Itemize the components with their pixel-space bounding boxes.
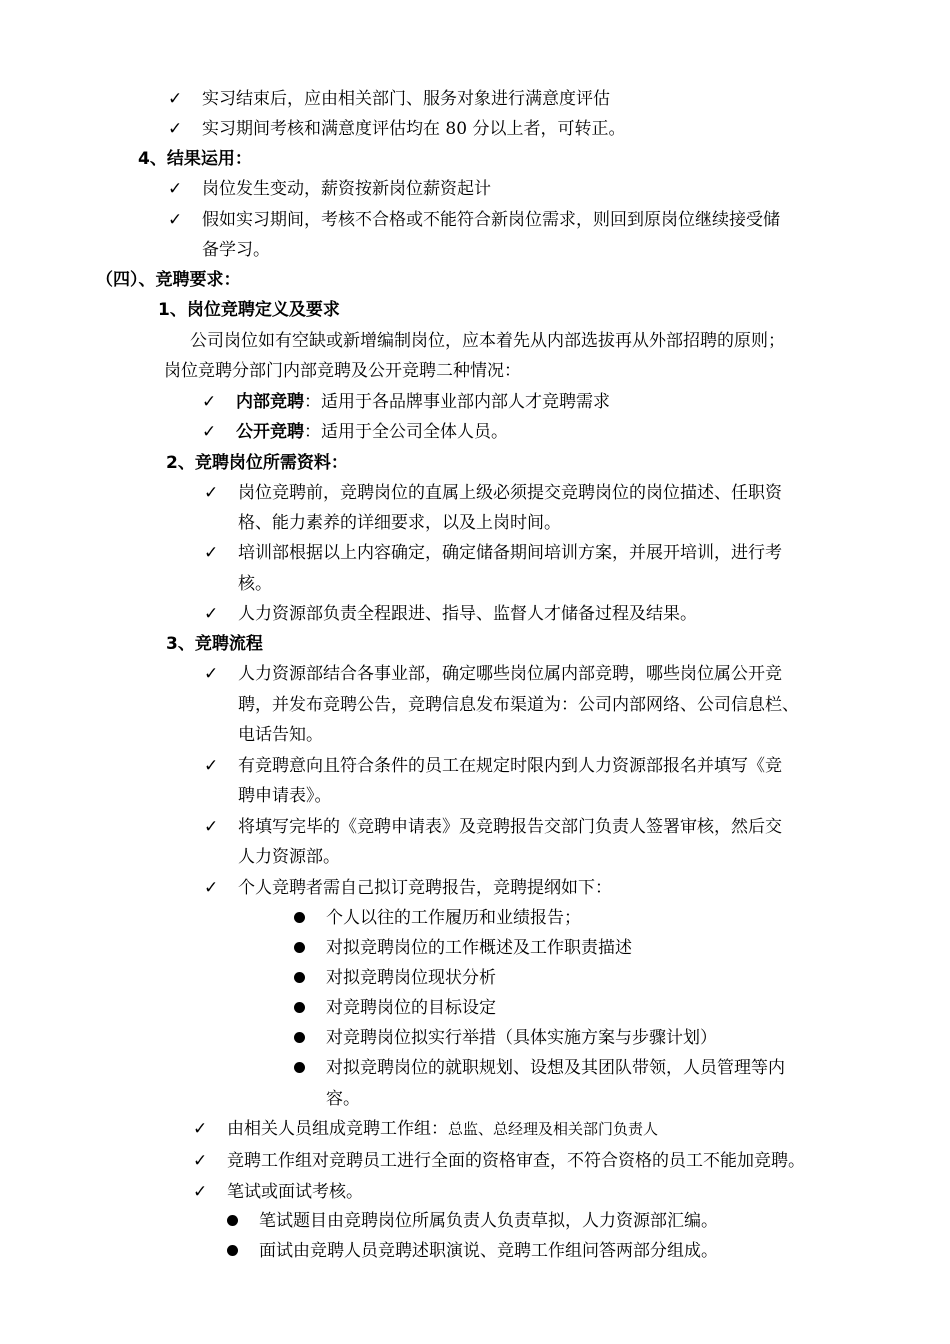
check-icon: ✓ — [204, 878, 219, 898]
list-item-continuation: 核。 — [238, 574, 272, 594]
list-item — [236, 420, 508, 444]
list-item: 岗位发生变动，薪资按新岗位薪资起计 — [202, 179, 491, 199]
term-text: ：适用于全公司全体人员。 — [304, 422, 508, 442]
outline-item: 对竞聘岗位的目标设定 — [326, 998, 496, 1018]
check-icon: ✓ — [204, 604, 219, 624]
check-icon: ✓ — [204, 664, 219, 684]
bullet-icon — [294, 942, 305, 953]
check-icon: ✓ — [202, 422, 217, 442]
chapter-heading: （四）、竞聘要求： — [96, 270, 241, 290]
section-heading: 2、竞聘岗位所需资料： — [166, 453, 348, 473]
outline-item: 对竞聘岗位拟实行举措（具体实施方案与步骤计划） — [326, 1028, 717, 1048]
check-icon: ✓ — [168, 89, 183, 109]
list-item: 实习期间考核和满意度评估均在 80 分以上者，可转正。 — [202, 119, 626, 139]
bullet-icon — [294, 1062, 305, 1073]
list-text-small: 总监、总经理及相关部门负责人 — [448, 1120, 659, 1138]
list-item-continuation: 电话告知。 — [238, 725, 323, 745]
list-item: 培训部根据以上内容确定，确定储备期间培训方案，并展开培训，进行考 — [238, 543, 782, 563]
check-icon: ✓ — [204, 756, 219, 776]
bullet-icon — [294, 1032, 305, 1043]
term-text: ：适用于各品牌事业部内部人才竞聘需求 — [304, 392, 610, 412]
list-item: 人力资源部负责全程跟进、指导、监督人才储备过程及结果。 — [238, 604, 697, 624]
bullet-icon — [227, 1215, 238, 1226]
section-heading: 4、结果运用： — [138, 149, 252, 169]
outline-item: 面试由竞聘人员竞聘述职演说、竞聘工作组问答两部分组成。 — [259, 1241, 718, 1261]
check-icon: ✓ — [168, 210, 183, 230]
outline-item: 对拟竞聘岗位现状分析 — [326, 968, 496, 988]
bullet-icon — [227, 1245, 238, 1256]
list-text: 由相关人员组成竞聘工作组： — [227, 1119, 448, 1139]
check-icon: ✓ — [193, 1151, 208, 1171]
section-heading: 3、竞聘流程 — [166, 634, 263, 654]
bullet-icon — [294, 912, 305, 923]
section-heading: 1、岗位竞聘定义及要求 — [158, 300, 340, 320]
term-label: 内部竞聘 — [236, 392, 304, 412]
list-item-continuation: 人力资源部。 — [238, 847, 340, 867]
list-item: 个人竞聘者需自己拟订竞聘报告，竞聘提纲如下： — [238, 878, 612, 898]
paragraph: 岗位竞聘分部门内部竞聘及公开竞聘二种情况： — [164, 361, 521, 381]
list-item: 人力资源部结合各事业部，确定哪些岗位属内部竞聘，哪些岗位属公开竞 — [238, 664, 782, 684]
outline-item: 对拟竞聘岗位的就职规划、设想及其团队带领，人员管理等内 — [326, 1058, 785, 1078]
check-icon: ✓ — [204, 543, 219, 563]
list-item-continuation: 聘，并发布竞聘公告，竞聘信息发布渠道为：公司内部网络、公司信息栏、 — [238, 695, 799, 715]
outline-item: 对拟竞聘岗位的工作概述及工作职责描述 — [326, 938, 632, 958]
check-icon: ✓ — [168, 179, 183, 199]
check-icon: ✓ — [204, 817, 219, 837]
outline-item-continuation: 容。 — [326, 1089, 360, 1109]
check-icon: ✓ — [204, 483, 219, 503]
list-item-continuation: 聘申请表》。 — [238, 786, 332, 806]
bullet-icon — [294, 1002, 305, 1013]
outline-item: 个人以往的工作履历和业绩报告； — [326, 908, 581, 928]
list-item: 实习结束后，应由相关部门、服务对象进行满意度评估 — [202, 89, 610, 109]
list-item: 将填写完毕的《竞聘申请表》及竞聘报告交部门负责人签署审核，然后交 — [238, 817, 782, 837]
list-item: 岗位竞聘前，竞聘岗位的直属上级必须提交竞聘岗位的岗位描述、任职资 — [238, 483, 782, 503]
check-icon: ✓ — [202, 392, 217, 412]
list-item — [236, 390, 610, 414]
list-item: 假如实习期间，考核不合格或不能符合新岗位需求，则回到原岗位继续接受储 — [202, 210, 780, 230]
outline-item: 笔试题目由竞聘岗位所属负责人负责草拟，人力资源部汇编。 — [259, 1211, 718, 1231]
bullet-icon — [294, 972, 305, 983]
list-item: 笔试或面试考核。 — [227, 1182, 363, 1202]
list-item: 有竞聘意向且符合条件的员工在规定时限内到人力资源部报名并填写《竞 — [238, 756, 782, 776]
check-icon: ✓ — [193, 1182, 208, 1202]
term-label: 公开竞聘 — [236, 422, 304, 442]
check-icon: ✓ — [193, 1119, 208, 1139]
paragraph: 公司岗位如有空缺或新增编制岗位，应本着先从内部选拔再从外部招聘的原则； — [190, 331, 785, 351]
list-item: 竞聘工作组对竞聘员工进行全面的资格审查，不符合资格的员工不能加竞聘。 — [227, 1151, 805, 1171]
list-item-continuation: 备学习。 — [202, 240, 270, 260]
list-item-continuation: 格、能力素养的详细要求，以及上岗时间。 — [238, 513, 561, 533]
check-icon: ✓ — [168, 119, 183, 139]
list-item — [227, 1117, 658, 1141]
